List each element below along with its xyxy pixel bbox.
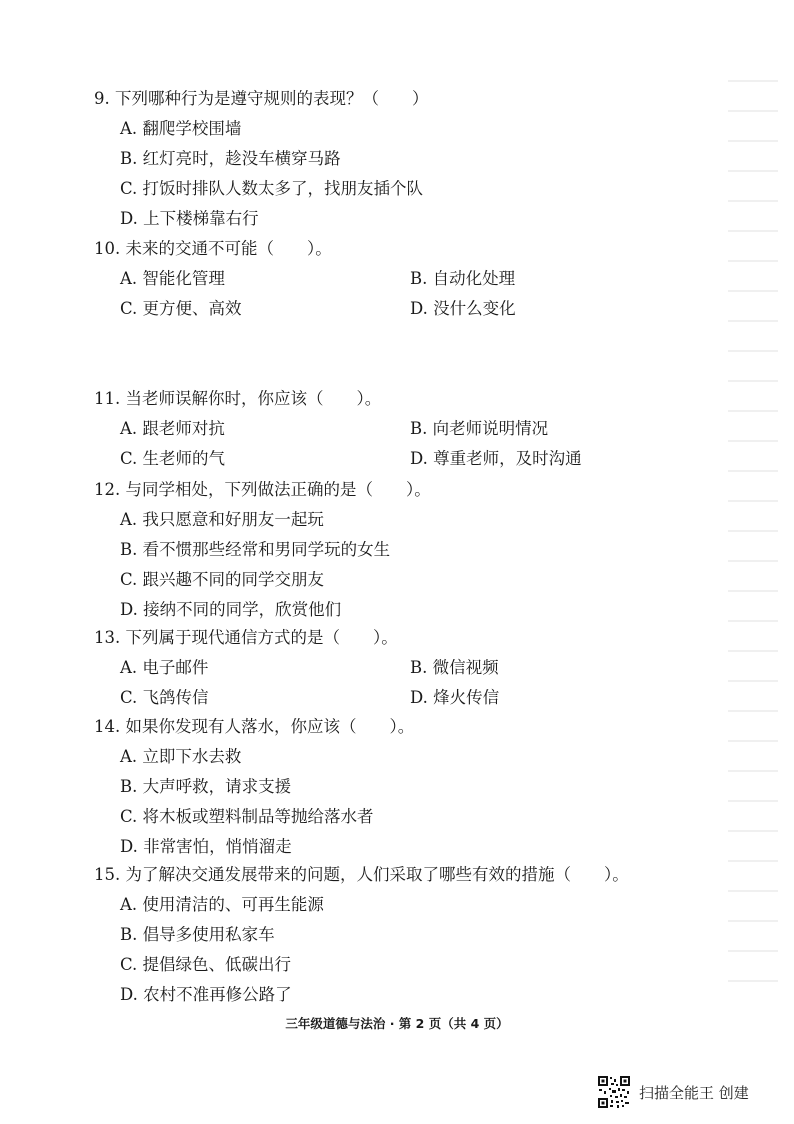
question-10: 10. 未来的交通不可能（ ）。 (94, 239, 332, 258)
watermark-text: 扫描全能王 创建 (639, 1083, 749, 1102)
q13-option-c: C. 飞鸽传信 (120, 688, 209, 707)
question-15: 15. 为了解决交通发展带来的问题，人们采取了哪些有效的措施（ ）。 (94, 865, 629, 884)
page-footer: 三年级道德与法治 · 第 2 页（共 4 页） (285, 1016, 509, 1031)
q15-option-a: A. 使用清洁的、可再生能源 (120, 895, 324, 914)
qr-code-icon (597, 1075, 631, 1109)
q15-option-b: B. 倡导多使用私家车 (120, 925, 275, 944)
q9-option-a: A. 翻爬学校围墙 (120, 119, 242, 138)
q12-option-d: D. 接纳不同的同学，欣赏他们 (120, 600, 342, 619)
q14-option-c: C. 将木板或塑料制品等抛给落水者 (120, 807, 374, 826)
q10-option-a: A. 智能化管理 (120, 269, 225, 288)
q15-option-d: D. 农村不准再修公路了 (120, 985, 292, 1004)
question-13: 13. 下列属于现代通信方式的是（ ）。 (94, 628, 398, 647)
q9-option-d: D. 上下楼梯靠右行 (120, 209, 259, 228)
q11-option-a: A. 跟老师对抗 (120, 419, 225, 438)
q10-option-d: D. 没什么变化 (410, 299, 516, 318)
question-9: 9. 下列哪种行为是遵守规则的表现？（ ） (94, 89, 429, 108)
q11-option-d: D. 尊重老师，及时沟通 (410, 449, 582, 468)
q10-option-c: C. 更方便、高效 (120, 299, 242, 318)
q9-option-b: B. 红灯亮时，趁没车横穿马路 (120, 149, 341, 168)
q10-option-b: B. 自动化处理 (410, 269, 516, 288)
q11-option-c: C. 生老师的气 (120, 449, 226, 468)
q14-option-d: D. 非常害怕，悄悄溜走 (120, 837, 292, 856)
q11-option-b: B. 向老师说明情况 (410, 419, 549, 438)
question-12: 12. 与同学相处，下列做法正确的是（ ）。 (94, 480, 431, 499)
q12-option-a: A. 我只愿意和好朋友一起玩 (120, 510, 324, 529)
q14-option-a: A. 立即下水去救 (120, 747, 242, 766)
q13-option-d: D. 烽火传信 (410, 688, 500, 707)
q9-option-c: C. 打饭时排队人数太多了，找朋友插个队 (120, 179, 424, 198)
question-14: 14. 如果你发现有人落水，你应该（ ）。 (94, 717, 415, 736)
q12-option-b: B. 看不惯那些经常和男同学玩的女生 (120, 540, 391, 559)
bleed-through-texture (728, 80, 778, 1000)
question-11: 11. 当老师误解你时，你应该（ ）。 (94, 389, 382, 408)
q14-option-b: B. 大声呼救，请求支援 (120, 777, 292, 796)
q13-option-a: A. 电子邮件 (120, 658, 209, 677)
q15-option-c: C. 提倡绿色、低碳出行 (120, 955, 292, 974)
q13-option-b: B. 微信视频 (410, 658, 499, 677)
scanner-watermark (597, 1077, 749, 1107)
q12-option-c: C. 跟兴趣不同的同学交朋友 (120, 570, 325, 589)
